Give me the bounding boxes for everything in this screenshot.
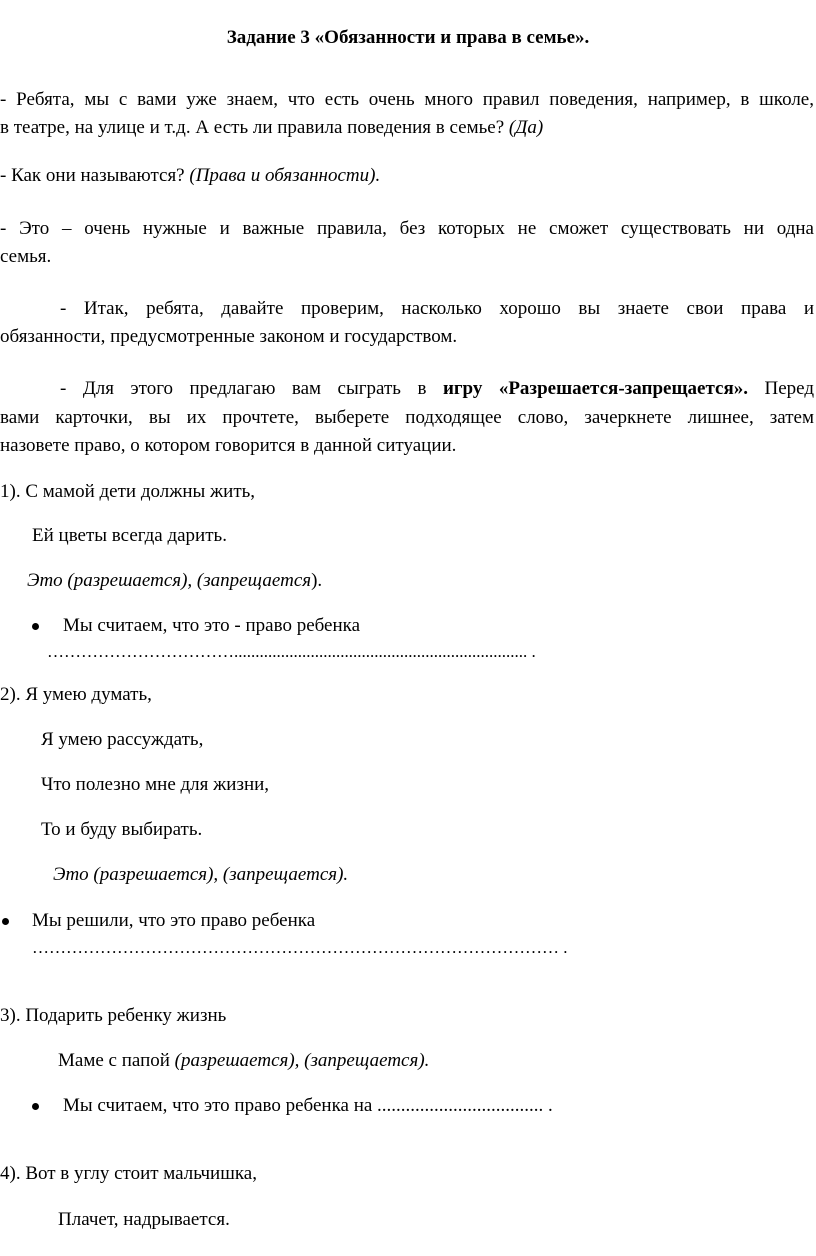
intro-paragraph-2: - Как они называются? (Права и обязанности). xyxy=(0,165,381,186)
item-2-line-3: Что полезно мне для жизни, xyxy=(41,774,270,795)
item-2-choice: Это (разрешается), (запрещается). xyxy=(53,864,349,885)
intro-paragraph-4-line-2: обязанности, предусмотренные законом и государством. xyxy=(0,326,458,347)
bullet-icon xyxy=(32,1103,39,1110)
item-3-line-1: 3). Подарить ребенку жизнь xyxy=(0,1005,227,1026)
item-2-answer-dots: ………………………………………………………………………………… . xyxy=(32,938,568,957)
intro-paragraph-5-line-1: - Для этого предлагаю вам сыграть в игру «Разрешается-запрещается». Перед xyxy=(60,378,814,399)
item-1-bullet-text: Мы считаем, что это - право ребенка xyxy=(63,615,361,636)
item-4-line-1: 4). Вот в углу стоит мальчишка, xyxy=(0,1163,257,1184)
item-3-line-2: Маме с папой (разрешается), (запрещается). xyxy=(58,1050,430,1071)
item-1-answer-dots: ……………………………..................................................................... . xyxy=(47,642,536,661)
intro-paragraph-3-line-2: семья. xyxy=(0,246,52,267)
answer-rights-duties: (Права и обязанности). xyxy=(189,165,381,186)
bullet-icon xyxy=(2,918,9,925)
item-2-line-4: То и буду выбирать. xyxy=(41,819,203,840)
intro-paragraph-1-line-2: в театре, на улице и т.д. А есть ли правила поведения в семье? (Да) xyxy=(0,117,544,138)
item-1-line-1: 1). С мамой дети должны жить, xyxy=(0,481,256,502)
item-2-line-2: Я умею рассуждать, xyxy=(41,729,204,750)
item-1-choice: Это (разрешается), (запрещается). xyxy=(27,570,323,591)
item-2-bullet-text: Мы решили, что это право ребенка xyxy=(32,910,316,931)
page-title: Задание 3 «Обязанности и права в семье». xyxy=(226,27,590,48)
item-4-line-2: Плачет, надрывается. xyxy=(58,1209,230,1230)
answer-yes: (Да) xyxy=(508,117,544,138)
intro-paragraph-3-line-1: - Это – очень нужные и важные правила, без которых не сможет существовать ни одна xyxy=(0,218,814,239)
item-3-bullet-text: Мы считаем, что это право ребенка на ................................... . xyxy=(63,1095,553,1116)
bullet-icon xyxy=(32,623,39,630)
intro-paragraph-5-line-3: назовете право, о котором говорится в данной ситуации. xyxy=(0,435,457,456)
item-1-line-2: Ей цветы всегда дарить. xyxy=(32,525,227,546)
intro-paragraph-1-line-1: - Ребята, мы с вами уже знаем, что есть очень много правил поведения, например, в школе, xyxy=(0,89,814,110)
intro-paragraph-5-line-2: вами карточки, вы их прочтете, выберете подходящее слово, зачеркнете лишнее, затем xyxy=(0,407,814,428)
item-2-line-1: 2). Я умею думать, xyxy=(0,684,152,705)
game-name: игру «Разрешается-запрещается». xyxy=(442,378,748,399)
intro-paragraph-4-line-1: - Итак, ребята, давайте проверим, насколько хорошо вы знаете свои права и xyxy=(60,298,814,319)
